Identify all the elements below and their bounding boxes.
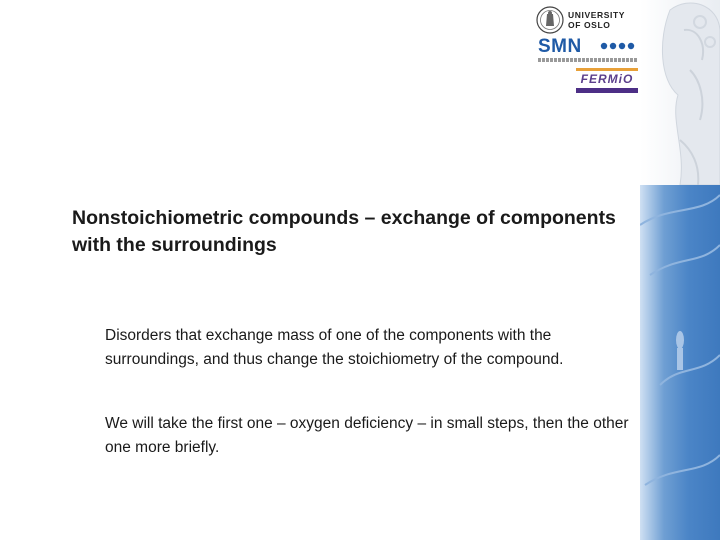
fermio-wordmark: FERMiO [576, 72, 638, 87]
slide-title: Nonstoichiometric compounds – exchange of components with the surroundings [72, 207, 616, 256]
university-of-oslo-logo [536, 6, 636, 36]
uio-seal-icon [536, 6, 564, 34]
paragraph-oxygen-deficiency: We will take the first one – oxygen deficiency – in small steps, then the other one more briefly. [105, 415, 629, 456]
fermio-top-bar [576, 68, 638, 71]
fermio-bottom-bar [576, 88, 638, 93]
fermio-logo [576, 68, 638, 95]
statue-body-background [640, 185, 720, 540]
smn-letters: SMN [538, 36, 582, 57]
smn-dots-icon [600, 42, 640, 50]
paragraph-disorders: Disorders that exchange mass of one of the components with the surroundings, and thus change the stoichiometry of the compound. [105, 327, 564, 368]
side-decoration [640, 0, 720, 540]
smn-logo [538, 37, 640, 67]
smn-subtitle-line [538, 58, 638, 62]
statue-head-background [640, 0, 720, 185]
university-name: UNIVERSITY OF OSLO [568, 10, 626, 30]
